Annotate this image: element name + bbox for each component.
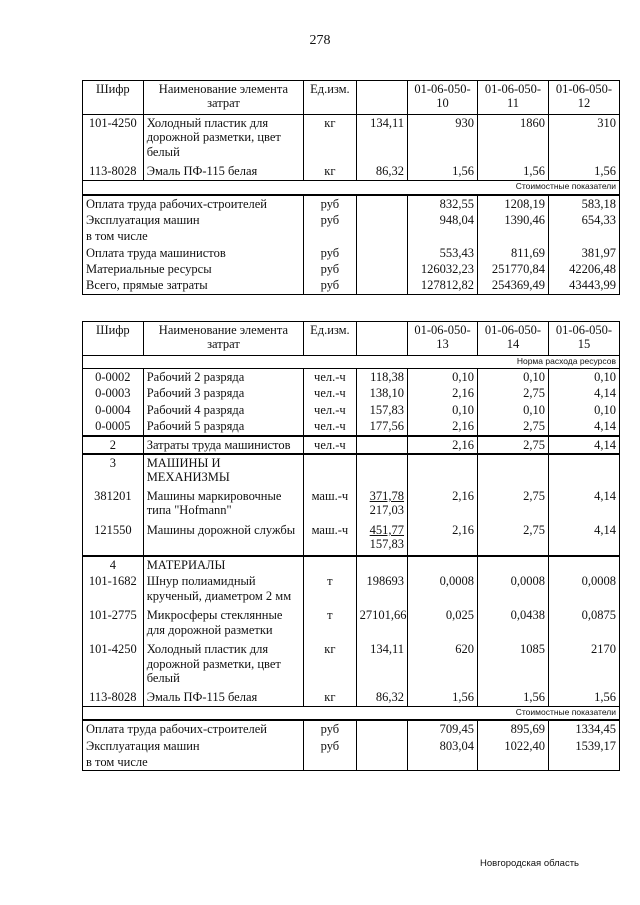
summary-value-2: 1390,46 — [477, 212, 548, 228]
row-code: 101-1682 — [83, 573, 144, 607]
summary-empty — [356, 195, 407, 212]
summary-value-2: 254369,49 — [477, 277, 548, 294]
row-value-2: 1085 — [477, 641, 548, 689]
row-price-stack — [356, 488, 407, 522]
summary-empty — [356, 261, 407, 277]
row-code: 0-0003 — [83, 385, 144, 401]
row-unit: маш.-ч — [304, 488, 356, 522]
summary-name: в том числе — [83, 754, 304, 771]
summary-empty — [356, 738, 407, 754]
table-row — [83, 573, 620, 607]
summary-row — [83, 228, 620, 244]
summary-value-1: 948,04 — [408, 212, 478, 228]
row-value-3: 310 — [548, 115, 619, 163]
table-row — [83, 369, 620, 386]
table-row — [83, 689, 620, 706]
row-price: 157,83 — [356, 402, 407, 418]
section-empty — [548, 556, 619, 573]
row-price: 177,56 — [356, 418, 407, 435]
row-value-3: 2170 — [548, 641, 619, 689]
summary-name: Эксплуатация машин — [83, 212, 304, 228]
summary-empty — [356, 212, 407, 228]
row-code: 0-0002 — [83, 369, 144, 386]
summary-row — [83, 277, 620, 294]
section-empty — [304, 556, 356, 573]
row-price: 134,11 — [356, 641, 407, 689]
header-col-15: 01-06-050-15 — [548, 322, 619, 356]
row-value-1: 0,10 — [408, 402, 478, 418]
row-code: 381201 — [83, 488, 144, 522]
summary-name: Эксплуатация машин — [83, 738, 304, 754]
header-col-13: 01-06-050-13 — [408, 322, 478, 356]
section-3-row — [83, 454, 620, 488]
row-value-2: 0,10 — [477, 369, 548, 386]
row-name: Эмаль ПФ-115 белая — [143, 689, 303, 706]
section-empty — [477, 454, 548, 488]
row-name: Машины дорожной службы — [143, 522, 303, 556]
row-value-1: 2,16 — [408, 385, 478, 401]
row-value-3: 4,14 — [548, 418, 619, 435]
header-col-11: 01-06-050-11 — [477, 81, 548, 115]
summary-unit: руб — [304, 277, 356, 294]
summary-name: Оплата труда машинистов — [83, 245, 304, 261]
row-price-secondary: 217,03 — [369, 503, 405, 518]
section-unit: чел.-ч — [304, 436, 356, 454]
summary-value-3: 43443,99 — [548, 277, 619, 294]
summary-value-2 — [477, 228, 548, 244]
summary-unit: руб — [304, 738, 356, 754]
row-unit: кг — [304, 689, 356, 706]
row-price: 371,78 — [369, 488, 405, 503]
summary-row — [83, 754, 620, 771]
row-unit: т — [304, 573, 356, 607]
summary-value-3 — [548, 228, 619, 244]
section-2-row — [83, 436, 620, 454]
row-value-1: 0,10 — [408, 369, 478, 386]
summary-value-1: 803,04 — [408, 738, 478, 754]
row-unit: чел.-ч — [304, 369, 356, 386]
row-value-1: 1,56 — [408, 163, 478, 181]
row-unit: маш.-ч — [304, 522, 356, 556]
row-code: 113-8028 — [83, 163, 144, 181]
row-name: Холодный пластик для дорожной разметки, цвет белый — [143, 115, 303, 163]
summary-empty — [356, 277, 407, 294]
summary-value-3: 654,33 — [548, 212, 619, 228]
summary-unit — [304, 754, 356, 771]
row-code: 101-4250 — [83, 641, 144, 689]
row-unit: кг — [304, 641, 356, 689]
summary-unit: руб — [304, 245, 356, 261]
row-price-secondary: 157,83 — [369, 537, 405, 552]
summary-name: Материальные ресурсы — [83, 261, 304, 277]
row-name: Рабочий 3 разряда — [143, 385, 303, 401]
page-number: 278 — [309, 33, 331, 48]
summary-value-2: 895,69 — [477, 720, 548, 737]
summary-value-3: 381,97 — [548, 245, 619, 261]
table-row — [83, 163, 620, 181]
summary-empty — [356, 245, 407, 261]
summary-name: Всего, прямые затраты — [83, 277, 304, 294]
row-value-2: 0,0438 — [477, 607, 548, 641]
summary-empty — [356, 754, 407, 771]
summary-value-2: 811,69 — [477, 245, 548, 261]
table-header-row — [83, 81, 620, 115]
row-price: 118,38 — [356, 369, 407, 386]
header-code: Шифр — [83, 81, 144, 115]
section-empty — [477, 556, 548, 573]
section-empty — [548, 454, 619, 488]
cost-indicators-subheader-row — [83, 706, 620, 720]
summary-value-3 — [548, 754, 619, 771]
header-col-12: 01-06-050-12 — [548, 81, 619, 115]
cost-indicators-subheader-row — [83, 181, 620, 195]
summary-value-3: 1334,45 — [548, 720, 619, 737]
row-value-1: 930 — [408, 115, 478, 163]
estimate-table-1 — [82, 80, 620, 295]
row-name: Рабочий 4 разряда — [143, 402, 303, 418]
row-unit: т — [304, 607, 356, 641]
summary-value-1 — [408, 228, 478, 244]
row-unit: кг — [304, 115, 356, 163]
summary-name: Оплата труда рабочих-строителей — [83, 195, 304, 212]
table-row — [83, 385, 620, 401]
row-value-3: 1,56 — [548, 163, 619, 181]
header-price — [356, 81, 407, 115]
row-value-2: 2,75 — [477, 418, 548, 435]
summary-unit: руб — [304, 261, 356, 277]
summary-value-1: 553,43 — [408, 245, 478, 261]
table-row — [83, 607, 620, 641]
row-value-3: 1,56 — [548, 689, 619, 706]
summary-empty — [356, 720, 407, 737]
summary-row — [83, 245, 620, 261]
norm-subheader: Норма расхода ресурсов — [83, 356, 620, 369]
section-number: 2 — [83, 436, 144, 454]
header-name: Наименование элемента затрат — [143, 81, 303, 115]
row-value-1: 620 — [408, 641, 478, 689]
summary-value-3: 583,18 — [548, 195, 619, 212]
summary-value-1 — [408, 754, 478, 771]
row-value-2: 1,56 — [477, 163, 548, 181]
row-price: 86,32 — [356, 163, 407, 181]
row-code: 101-2775 — [83, 607, 144, 641]
section-name: МАТЕРИАЛЫ — [143, 556, 303, 573]
row-code: 0-0005 — [83, 418, 144, 435]
section-empty — [408, 454, 478, 488]
row-value-1: 2,16 — [408, 488, 478, 522]
row-price: 27101,66 — [356, 607, 407, 641]
row-value-2: 1860 — [477, 115, 548, 163]
section-name: МАШИНЫ И МЕХАНИЗМЫ — [143, 454, 303, 488]
row-value-2: 0,0008 — [477, 573, 548, 607]
summary-empty — [356, 228, 407, 244]
row-value-1: 2,16 — [408, 436, 478, 454]
row-value-1: 0,0008 — [408, 573, 478, 607]
row-price: 451,77 — [369, 522, 405, 537]
row-value-1: 0,025 — [408, 607, 478, 641]
row-value-3: 0,0875 — [548, 607, 619, 641]
section-empty — [304, 454, 356, 488]
row-value-3: 0,10 — [548, 402, 619, 418]
row-value-2: 1,56 — [477, 689, 548, 706]
summary-value-3: 1539,17 — [548, 738, 619, 754]
row-code: 0-0004 — [83, 402, 144, 418]
table-row — [83, 115, 620, 163]
row-unit: чел.-ч — [304, 385, 356, 401]
header-unit: Ед.изм. — [304, 322, 356, 356]
summary-row — [83, 261, 620, 277]
section-empty — [408, 556, 478, 573]
summary-value-3: 42206,48 — [548, 261, 619, 277]
header-col-14: 01-06-050-14 — [477, 322, 548, 356]
table-row — [83, 641, 620, 689]
row-price-stack — [356, 522, 407, 556]
summary-row — [83, 212, 620, 228]
summary-row — [83, 195, 620, 212]
table-row — [83, 418, 620, 435]
header-col-10: 01-06-050-10 — [408, 81, 478, 115]
summary-name: Оплата труда рабочих-строителей — [83, 720, 304, 737]
summary-row — [83, 720, 620, 737]
header-unit: Ед.изм. — [304, 81, 356, 115]
section-number: 4 — [83, 556, 144, 573]
footer-region: Новгородская область — [480, 858, 579, 869]
row-value-2: 2,75 — [477, 385, 548, 401]
summary-value-2: 1208,19 — [477, 195, 548, 212]
summary-name: в том числе — [83, 228, 304, 244]
row-unit: кг — [304, 163, 356, 181]
row-value-2: 2,75 — [477, 436, 548, 454]
row-name: Шнур полиамидный крученый, диаметром 2 мм — [143, 573, 303, 607]
row-value-3: 0,0008 — [548, 573, 619, 607]
row-value-3: 0,10 — [548, 369, 619, 386]
row-price: 198693 — [356, 573, 407, 607]
summary-value-1: 832,55 — [408, 195, 478, 212]
row-unit: чел.-ч — [304, 418, 356, 435]
table-row — [83, 488, 620, 522]
row-value-2: 2,75 — [477, 522, 548, 556]
row-price: 86,32 — [356, 689, 407, 706]
summary-value-2: 251770,84 — [477, 261, 548, 277]
summary-unit: руб — [304, 195, 356, 212]
row-code: 101-4250 — [83, 115, 144, 163]
summary-unit: руб — [304, 720, 356, 737]
summary-value-2: 1022,40 — [477, 738, 548, 754]
section-number: 3 — [83, 454, 144, 488]
summary-value-1: 126032,23 — [408, 261, 478, 277]
row-value-2: 0,10 — [477, 402, 548, 418]
row-value-1: 2,16 — [408, 522, 478, 556]
row-price: 138,10 — [356, 385, 407, 401]
header-price — [356, 322, 407, 356]
section-4-row — [83, 556, 620, 573]
row-value-3: 4,14 — [548, 488, 619, 522]
header-code: Шифр — [83, 322, 144, 356]
summary-unit — [304, 228, 356, 244]
summary-unit: руб — [304, 212, 356, 228]
summary-value-2 — [477, 754, 548, 771]
table-header-row — [83, 322, 620, 356]
section-empty — [356, 454, 407, 488]
row-code: 113-8028 — [83, 689, 144, 706]
row-name: Микросферы стеклянные для дорожной разметки — [143, 607, 303, 641]
estimate-table-2 — [82, 321, 620, 771]
row-name: Машины маркировочные типа "Hofmann" — [143, 488, 303, 522]
row-name: Рабочий 2 разряда — [143, 369, 303, 386]
row-price: 134,11 — [356, 115, 407, 163]
section-empty — [356, 556, 407, 573]
cost-indicators-subheader: Стоимостные показатели — [83, 181, 620, 195]
summary-value-1: 127812,82 — [408, 277, 478, 294]
row-unit: чел.-ч — [304, 402, 356, 418]
row-name: Эмаль ПФ-115 белая — [143, 163, 303, 181]
table-row — [83, 522, 620, 556]
summary-row — [83, 738, 620, 754]
cost-indicators-subheader: Стоимостные показатели — [83, 706, 620, 720]
row-value-3: 4,14 — [548, 522, 619, 556]
row-name: Холодный пластик для дорожной разметки, цвет белый — [143, 641, 303, 689]
row-value-3: 4,14 — [548, 385, 619, 401]
summary-value-1: 709,45 — [408, 720, 478, 737]
row-name: Рабочий 5 разряда — [143, 418, 303, 435]
row-value-2: 2,75 — [477, 488, 548, 522]
header-name: Наименование элемента затрат — [143, 322, 303, 356]
row-value-3: 4,14 — [548, 436, 619, 454]
row-code: 121550 — [83, 522, 144, 556]
row-value-1: 2,16 — [408, 418, 478, 435]
section-empty — [356, 436, 407, 454]
section-name: Затраты труда машинистов — [143, 436, 303, 454]
table-row — [83, 402, 620, 418]
norm-subheader-row — [83, 356, 620, 369]
row-value-1: 1,56 — [408, 689, 478, 706]
